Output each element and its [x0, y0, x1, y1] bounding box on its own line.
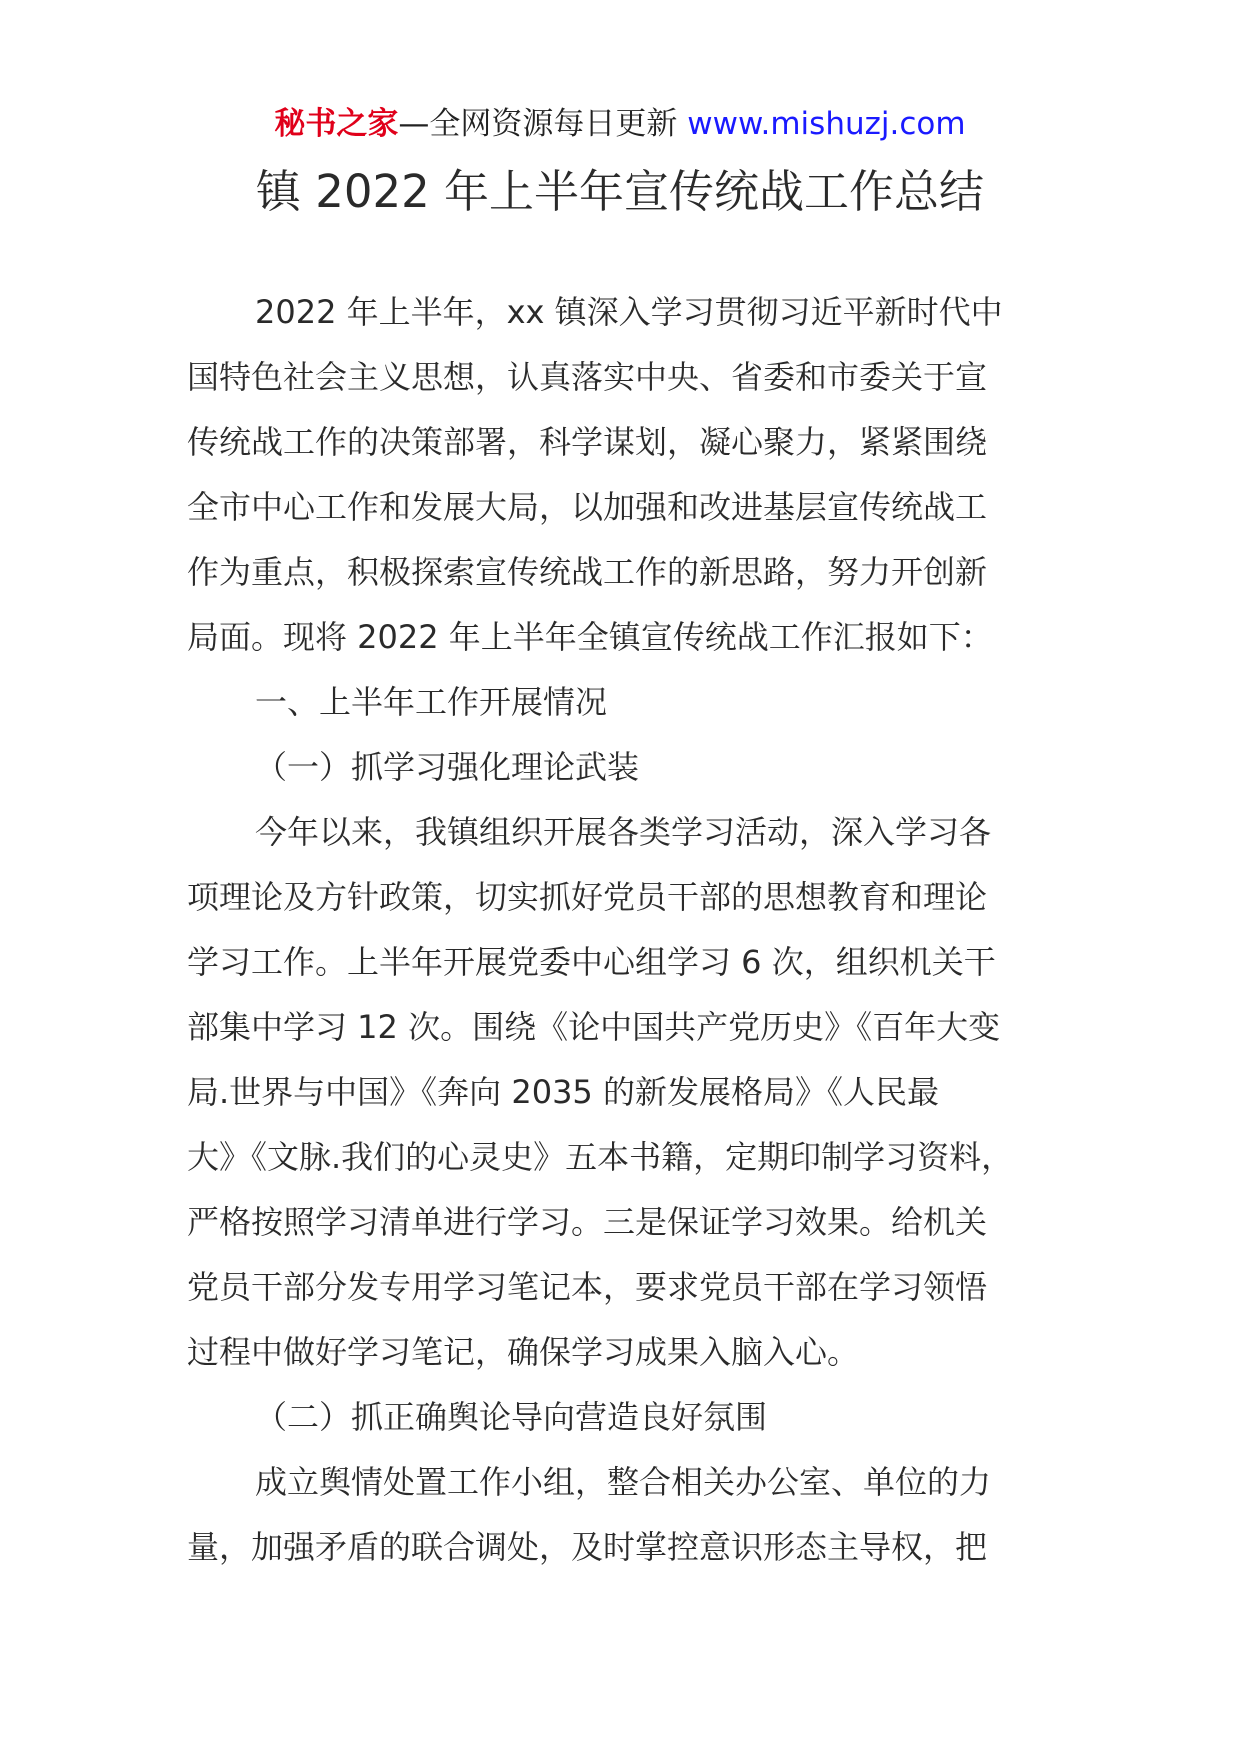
- subsection-heading: （一）抓学习强化理论武装: [255, 748, 640, 786]
- paragraph-line: 2022 年上半年，xx 镇深入学习贯彻习近平新时代中: [255, 293, 1003, 331]
- paragraph-line: 部集中学习 12 次。围绕《论中国共产党历史》《百年大变: [187, 1008, 1001, 1046]
- document-body: [187, 290, 1057, 1590]
- paragraph-line: 项理论及方针政策，切实抓好党员干部的思想教育和理论: [187, 878, 988, 916]
- paragraph-line: 传统战工作的决策部署，科学谋划，凝心聚力，紧紧围绕: [187, 423, 988, 461]
- paragraph-line: 局.世界与中国》《奔向 2035 的新发展格局》《人民最: [187, 1073, 939, 1111]
- brand-name: 秘书之家: [274, 106, 399, 142]
- header-tagline: —全网资源每日更新: [398, 106, 678, 142]
- section-heading: 一、上半年工作开展情况: [255, 683, 608, 721]
- site-url-link[interactable]: www.mishuzj.com: [687, 106, 966, 142]
- paragraph-line: 党员干部分发专用学习笔记本，要求党员干部在学习领悟: [187, 1268, 988, 1306]
- paragraph-line: 国特色社会主义思想，认真落实中央、省委和市委关于宣: [187, 358, 988, 396]
- paragraph-line: 局面。现将 2022 年上半年全镇宣传统战工作汇报如下：: [187, 618, 993, 656]
- paragraph-line: 学习工作。上半年开展党委中心组学习 6 次，组织机关干: [187, 943, 996, 981]
- paragraph-line: 今年以来，我镇组织开展各类学习活动，深入学习各: [255, 813, 992, 851]
- paragraph-line: 过程中做好学习笔记，确保学习成果入脑入心。: [187, 1333, 860, 1371]
- subsection-heading: （二）抓正确舆论导向营造良好氛围: [255, 1398, 768, 1436]
- paragraph-line: 作为重点，积极探索宣传统战工作的新思路，努力开创新: [187, 553, 988, 591]
- paragraph-line: 成立舆情处置工作小组，整合相关办公室、单位的力: [255, 1463, 992, 1501]
- paragraph-line: 量，加强矛盾的联合调处，及时掌控意识形态主导权，把: [187, 1528, 988, 1566]
- paragraph-line: 严格按照学习清单进行学习。三是保证学习效果。给机关: [187, 1203, 988, 1241]
- paragraph-line: 全市中心工作和发展大局，以加强和改进基层宣传统战工: [187, 488, 988, 526]
- document-title: 镇 2022 年上半年宣传统战工作总结: [255, 165, 985, 218]
- paragraph-line: 大》《文脉.我们的心灵史》五本书籍，定期印制学习资料，: [187, 1138, 1014, 1176]
- site-header: [0, 104, 1240, 144]
